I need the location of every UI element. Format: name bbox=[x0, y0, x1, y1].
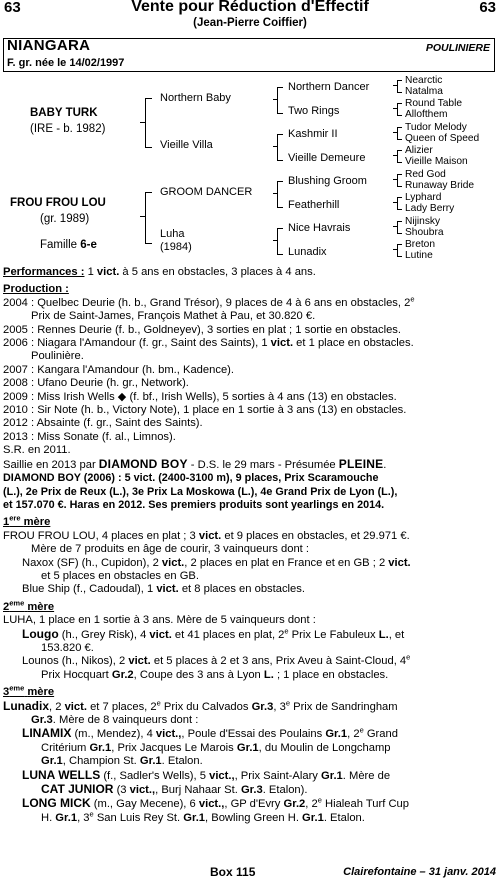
stallion-note-1: DIAMOND BOY (2006) : 5 vict. (2400-3100 m), 9 places, Prix Scaramouche bbox=[3, 472, 379, 485]
lounos-b: et 5 places à 2 et 3 ans, Prix Aveu à Saint-Cloud, 4 bbox=[153, 655, 407, 668]
second-dam-l5 bbox=[3, 669, 497, 682]
lunadix-f: . Mère de 8 vainqueurs dont : bbox=[52, 714, 199, 726]
first-dam-l5-text: Blue Ship (f., Cadoudal), 1 bbox=[22, 583, 154, 596]
sup-e: e bbox=[89, 811, 94, 819]
first-dam-l4: et 5 places en obstacles en GB. bbox=[41, 569, 199, 582]
g4-15: Breton bbox=[405, 239, 436, 250]
bracket-ggp8-mid bbox=[393, 249, 397, 250]
ggp-3: Kashmir II bbox=[288, 128, 338, 140]
sire-detail: (IRE - b. 1982) bbox=[30, 123, 106, 135]
bracket-ggp3 bbox=[397, 127, 402, 140]
vict-term: vict. bbox=[128, 655, 151, 668]
pedigree-table bbox=[0, 75, 500, 265]
sup-e: e bbox=[317, 797, 322, 805]
vict-term: vict. bbox=[270, 337, 294, 350]
lougo-c: Prix Le Fabuleux bbox=[291, 628, 376, 641]
lounos-e: ; 1 place en obstacles. bbox=[276, 668, 389, 681]
family-number: 6-e bbox=[80, 239, 97, 251]
performances-vict: vict. bbox=[96, 266, 120, 278]
gp-vieille-villa: Vieille Villa bbox=[160, 139, 213, 151]
group-term: Gr.1 bbox=[89, 741, 112, 754]
sup-e: e bbox=[156, 699, 161, 707]
second-dam-num: 2 bbox=[3, 600, 10, 613]
vict-term: vict. bbox=[388, 556, 411, 569]
horse-name: NIANGARA bbox=[7, 37, 91, 54]
bracket-ggp7 bbox=[397, 221, 402, 234]
bracket-sire-mid bbox=[140, 122, 145, 123]
bracket-gp1-mid bbox=[273, 99, 278, 100]
bracket-gp4-mid bbox=[273, 240, 278, 241]
g4-1: Nearctic bbox=[405, 75, 443, 86]
gp-luha: Luha bbox=[160, 228, 185, 240]
third-dam-l1 bbox=[3, 700, 497, 714]
group-term: Gr.1 bbox=[55, 811, 78, 824]
linamix-b: , Poule d'Essai des Poulains bbox=[181, 728, 323, 741]
lunadix-b: et 7 places, 2 bbox=[90, 700, 157, 713]
lunadix-c: Prix du Calvados bbox=[163, 700, 249, 713]
group-term: Gr.1 bbox=[236, 741, 259, 754]
vict-term: vict. bbox=[149, 628, 172, 641]
gp-northern-baby: Northern Baby bbox=[160, 92, 231, 104]
bracket-gp2-mid bbox=[273, 146, 278, 147]
bracket-gp3 bbox=[277, 181, 283, 208]
bracket-gp3-mid bbox=[273, 193, 278, 194]
bracket-ggp5 bbox=[397, 174, 402, 187]
linamix-e: Critérium bbox=[41, 741, 87, 754]
long-mick-name: LONG MICK bbox=[22, 797, 91, 811]
g4-9: Red God bbox=[405, 169, 446, 180]
cat-junior-line bbox=[3, 783, 497, 797]
prod-2006-text: 2006 : Niagara l'Amandour (f. gr., Saint des Saints), 1 bbox=[3, 337, 268, 350]
box-number: Box 115 bbox=[210, 865, 256, 879]
lunadix-a: , 2 bbox=[49, 700, 62, 713]
linamix-c: , 2 bbox=[347, 728, 360, 741]
linamix-l1 bbox=[3, 727, 497, 741]
g4-2: Natalma bbox=[405, 86, 443, 97]
dam-name: FROU FROU LOU bbox=[10, 197, 106, 209]
long-i: . Etalon. bbox=[323, 811, 365, 824]
bracket-dam bbox=[145, 192, 152, 244]
bracket-ggp7-mid bbox=[393, 226, 397, 227]
first-dam-word: mère bbox=[23, 516, 51, 529]
lot-number-left: 63 bbox=[4, 0, 21, 16]
lounos-a: Lounos (h., Nikos), 2 bbox=[22, 655, 126, 668]
ggp-1: Northern Dancer bbox=[288, 81, 370, 93]
third-dam-l2 bbox=[3, 714, 497, 727]
group-term: Gr.1 bbox=[321, 769, 343, 782]
ggp-5: Blushing Groom bbox=[288, 175, 367, 187]
g4-4: Allofthem bbox=[405, 109, 448, 120]
second-dam-word: mère bbox=[27, 600, 55, 613]
saillie-pre: Saillie en 2013 par bbox=[3, 458, 96, 471]
linamix-f: , Prix Jacques Le Marois bbox=[111, 741, 234, 754]
stallion-note-3: et 157.070 €. Haras en 2012. Ses premiers produits sont yearlings en 2014. bbox=[3, 498, 385, 511]
ggp-6: Featherhill bbox=[288, 199, 340, 211]
g4-7: Alizier bbox=[405, 145, 433, 156]
bracket-gp4 bbox=[277, 228, 283, 255]
prod-sr: S.R. en 2011. bbox=[3, 444, 71, 457]
luna-wells-name: LUNA WELLS bbox=[22, 768, 101, 782]
second-dam-sup: ème bbox=[9, 600, 25, 608]
vict-term: vict. bbox=[64, 700, 87, 713]
first-dam-l5 bbox=[3, 583, 497, 596]
long-b: , GP d'Evry bbox=[224, 798, 281, 811]
prod-2004-cont: Prix de Saint-James, François Mathet à Pau, et 30.820 €. bbox=[31, 310, 316, 323]
bracket-ggp1-mid bbox=[393, 85, 397, 86]
prod-2004-text: 2004 : Quelbec Deurie (h. b., Grand Trésor), 9 places de 4 à 6 ans en obstacles, 2 bbox=[3, 296, 411, 309]
second-dam-l1: LUHA, 1 place en 1 sortie à 3 ans. Mère de 5 vainqueurs dont : bbox=[3, 614, 316, 627]
lunadix-name: Lunadix bbox=[3, 699, 50, 713]
dam-detail: (gr. 1989) bbox=[40, 213, 90, 225]
saillie-line: Saillie en 2013 par DIAMOND BOY - D.S. le 29 mars - Présumée PLEINE. bbox=[3, 457, 387, 471]
bracket-ggp1 bbox=[397, 80, 402, 93]
prod-2008: 2008 : Ufano Deurie (h. gr., Network). bbox=[3, 377, 189, 390]
ggp-7: Nice Havrais bbox=[288, 222, 351, 234]
bracket-ggp8 bbox=[397, 244, 402, 257]
family-label: Famille bbox=[40, 239, 78, 251]
prod-2004 bbox=[3, 297, 497, 310]
third-dam-word: mère bbox=[27, 686, 55, 699]
horse-type: POULINIERE bbox=[425, 42, 490, 54]
cat-b: , Burj Nahaar St. bbox=[155, 784, 238, 797]
first-dam-sup: ère bbox=[9, 516, 21, 523]
bracket-ggp2 bbox=[397, 103, 402, 116]
g4-10: Runaway Bride bbox=[405, 180, 475, 191]
group-term: Gr.1 bbox=[41, 755, 63, 768]
lougo-d: , et bbox=[388, 628, 405, 641]
g4-6: Queen of Speed bbox=[405, 133, 480, 144]
cat-c: . Etalon). bbox=[262, 784, 308, 797]
long-d: Hialeah Turf Cup bbox=[325, 798, 409, 811]
first-dam-num: 1 bbox=[3, 516, 10, 529]
g4-11: Lyphard bbox=[405, 192, 442, 203]
listed-term: L. bbox=[263, 668, 274, 681]
bracket-ggp5-mid bbox=[393, 179, 397, 180]
gp-luha-year: (1984) bbox=[160, 241, 192, 253]
prod-2006-post: et 1 place en obstacles. bbox=[296, 337, 414, 350]
bracket-ggp3-mid bbox=[393, 132, 397, 133]
vict-term: vict. bbox=[161, 556, 185, 569]
lougo-name: Lougo bbox=[22, 627, 59, 641]
long-mick-l1 bbox=[3, 797, 497, 811]
bracket-gp2 bbox=[277, 134, 283, 161]
luna-c: . Mère de bbox=[342, 769, 391, 782]
group-term: Gr.3 bbox=[240, 784, 263, 797]
long-f: , 3 bbox=[77, 811, 90, 824]
sale-location-date: Clairefontaine – 31 janv. 2014 bbox=[343, 866, 496, 878]
performances-detail: à 5 ans en obstacles, 3 places à 4 ans. bbox=[122, 266, 316, 278]
sup-e: e bbox=[284, 627, 289, 635]
linamix-g: , du Moulin de Longchamp bbox=[258, 741, 391, 754]
performances-label: Performances : bbox=[3, 266, 85, 278]
sire-name: BABY TURK bbox=[30, 107, 98, 119]
horse-name-box bbox=[3, 38, 495, 72]
bracket-ggp2-mid bbox=[393, 108, 397, 109]
prod-2013: 2013 : Miss Sonate (f. al., Limnos). bbox=[3, 430, 176, 443]
prod-2012: 2012 : Absainte (f. gr., Saint des Saints). bbox=[3, 417, 203, 430]
first-dam-l1-text: FROU FROU LOU, 4 places en plat ; 3 bbox=[3, 529, 196, 542]
vict-term: vict., bbox=[155, 728, 182, 741]
linamix-i: . Etalon. bbox=[161, 755, 203, 768]
lounos-d: , Coupe des 3 ans à Lyon bbox=[133, 668, 261, 681]
prod-2005: 2005 : Rennes Deurie (f. b., Goldneyev), 3 sorties en plat ; 1 sortie en obstacles. bbox=[3, 323, 401, 336]
g4-12: Lady Berry bbox=[405, 203, 455, 214]
prod-2007: 2007 : Kangara l'Amandour (h. bm., Kadence). bbox=[3, 363, 234, 376]
ggp-4: Vieille Demeure bbox=[288, 152, 366, 164]
lougo-a: (h., Grey Risk), 4 bbox=[61, 628, 147, 641]
third-dam-num: 3 bbox=[3, 686, 10, 699]
vendor-name: (Jean-Pierre Coiffier) bbox=[193, 17, 307, 29]
long-g: San Luis Rey St. bbox=[96, 811, 181, 824]
g4-3: Round Table bbox=[405, 98, 463, 109]
stallion-note-2: (L.), 2e Prix de Reux (L.), 3e Prix La Moskowa (L.), 4e Grand Prix de Lyon (L.), bbox=[3, 485, 398, 498]
g4-16: Lutine bbox=[405, 250, 433, 261]
luna-wells-l1 bbox=[3, 769, 497, 783]
sup-e: e bbox=[410, 296, 415, 304]
bracket-dam-mid bbox=[140, 216, 145, 217]
group-term: Gr.2 bbox=[111, 668, 134, 681]
prod-2006-cont: Poulinière. bbox=[31, 350, 84, 363]
vict-term: vict. bbox=[156, 583, 179, 596]
production-label: Production : bbox=[3, 283, 69, 296]
ggp-8: Lunadix bbox=[288, 246, 327, 258]
g4-8: Vieille Maison bbox=[405, 156, 468, 167]
ggp-2: Two Rings bbox=[288, 105, 340, 117]
linamix-l3 bbox=[3, 755, 497, 768]
first-dam-label bbox=[3, 516, 497, 529]
saillie-result: PLEINE bbox=[338, 457, 384, 471]
performances-line bbox=[3, 266, 497, 279]
saillie-mid: - D.S. le 29 mars - Présumée bbox=[190, 458, 336, 471]
body-text bbox=[3, 266, 497, 825]
saillie-stallion: DIAMOND BOY bbox=[98, 457, 188, 471]
second-dam-l2 bbox=[3, 628, 497, 642]
group-term: Gr.1 bbox=[325, 728, 348, 741]
first-dam-l2: Mère de 7 produits en âge de courir, 3 vainqueurs dont : bbox=[31, 543, 309, 556]
vict-term: vict., bbox=[198, 798, 225, 811]
third-dam-sup: ème bbox=[9, 686, 25, 693]
bracket-ggp4 bbox=[397, 150, 402, 163]
bracket-ggp6-mid bbox=[393, 202, 397, 203]
first-dam-l1 bbox=[3, 530, 497, 543]
first-dam-l5-post: et 8 places en obstacles. bbox=[181, 583, 305, 596]
long-e: H. bbox=[41, 811, 53, 824]
vict-term: vict. bbox=[198, 529, 222, 542]
performances-count: 1 bbox=[87, 266, 94, 278]
lougo-b: et 41 places en plat, 2 bbox=[174, 628, 285, 641]
first-dam-l3 bbox=[3, 557, 497, 570]
group-term: Gr.1 bbox=[183, 811, 206, 824]
sup-e: e bbox=[406, 655, 411, 662]
prod-2009: 2009 : Miss Irish Wells ◆ (f. bf., Irish Wells), 5 sorties à 4 ans (13) en obstacles. bbox=[3, 390, 397, 403]
luna-b: , Prix Saint-Alary bbox=[234, 769, 318, 782]
lot-number-right: 63 bbox=[479, 0, 496, 16]
g4-5: Tudor Melody bbox=[405, 122, 467, 133]
long-mick-l2 bbox=[3, 812, 497, 825]
lunadix-d: , 3 bbox=[273, 700, 286, 713]
third-dam-label bbox=[3, 686, 497, 699]
horse-birth: F. gr. née le 14/02/1997 bbox=[7, 57, 125, 69]
vict-term: vict., bbox=[209, 769, 235, 782]
luna-a: (f., Sadler's Wells), 5 bbox=[103, 769, 206, 782]
lounos-c: Prix Hocquart bbox=[41, 668, 109, 681]
long-c: , 2 bbox=[305, 798, 318, 811]
long-a: (m., Gay Mecene), 6 bbox=[93, 798, 196, 811]
linamix-d: Grand bbox=[366, 728, 398, 741]
linamix-a: (m., Mendez), 4 bbox=[74, 728, 153, 741]
prod-2006 bbox=[3, 337, 497, 350]
sale-title: Vente pour Réduction d'Effectif bbox=[131, 0, 369, 15]
cat-a: (3 bbox=[116, 784, 127, 797]
sup-e: e bbox=[285, 699, 290, 707]
second-dam-label bbox=[3, 601, 497, 614]
linamix-l2 bbox=[3, 742, 497, 755]
g4-14: Shoubra bbox=[405, 227, 444, 238]
group-term: Gr.1 bbox=[302, 811, 324, 824]
bracket-ggp6 bbox=[397, 197, 402, 210]
prod-2010: 2010 : Sir Note (h. b., Victory Note), 1 place en 1 sortie à 3 ans (13) en obstacles. bbox=[3, 404, 407, 417]
bracket-sire bbox=[145, 98, 152, 148]
first-dam-l1-post: et 9 places en obstacles, et 29.971 €. bbox=[224, 529, 410, 542]
vict-term: vict., bbox=[129, 784, 156, 797]
listed-term: L. bbox=[378, 628, 389, 641]
g4-13: Nijinsky bbox=[405, 216, 441, 227]
long-h: , Bowling Green H. bbox=[205, 811, 299, 824]
linamix-h: , Champion St. bbox=[62, 755, 137, 768]
gp-groom-dancer: GROOM DANCER bbox=[160, 186, 253, 198]
bracket-ggp4-mid bbox=[393, 155, 397, 156]
second-dam-l3: 153.820 €. bbox=[41, 641, 94, 654]
group-term: Gr.2 bbox=[283, 798, 306, 811]
first-dam-l3-text: Naxox (SF) (h., Cupidon), 2 bbox=[22, 556, 159, 569]
group-term: Gr.3 bbox=[31, 714, 53, 726]
sup-e: e bbox=[359, 727, 364, 735]
family-line bbox=[40, 239, 97, 252]
linamix-name: LINAMIX bbox=[22, 727, 72, 741]
group-term: Gr.1 bbox=[139, 755, 162, 768]
first-dam-l3-post: , 2 places en plat en France et en GB ; 2 bbox=[184, 556, 386, 569]
cat-junior-name: CAT JUNIOR bbox=[41, 783, 114, 797]
group-term: Gr.3 bbox=[251, 700, 274, 713]
lunadix-e: Prix de Sandringham bbox=[293, 700, 398, 713]
second-dam-l4 bbox=[3, 655, 497, 668]
bracket-gp1 bbox=[277, 87, 283, 114]
